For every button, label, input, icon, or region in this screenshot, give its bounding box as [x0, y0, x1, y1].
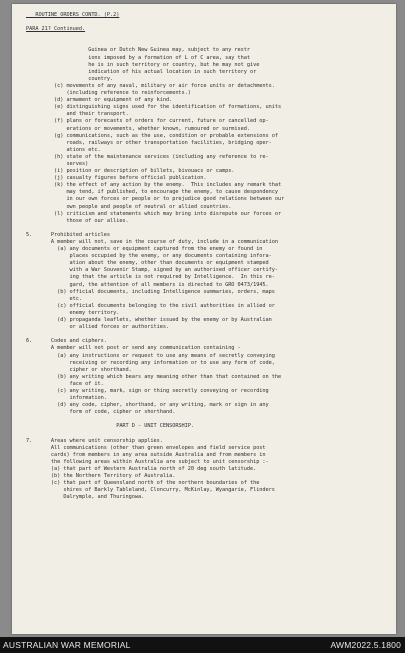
text-line: (c) any writing, mark, sign or thing secretly conveying or recording: [26, 387, 269, 394]
text-line: (a) any documents or equipment captured from the enemy or found in: [26, 246, 263, 253]
text-line: gard, the attention of all members is directed to GRO 0473/1945.: [26, 281, 269, 288]
text-line: (including reference to reinforcements.): [26, 90, 191, 97]
text-line: (f) plans or forecasts of orders for current, future or cancelled op-: [26, 118, 269, 125]
text-line: 7. Areas where unit censorship applies.: [26, 437, 163, 444]
text-line: (c) that part of Queensland north of the northern boundaries of the: [26, 480, 260, 487]
text-line: enemy territory.: [26, 309, 120, 316]
text-line: ations etc.: [26, 146, 101, 153]
text-line: information.: [26, 395, 107, 402]
text-line: erations or movements, whether known, rumoured or surmised.: [26, 125, 250, 132]
text-line: (b) official documents, including Intelligence summaries, orders, maps: [26, 288, 275, 295]
document-page: [12, 4, 396, 634]
text-line: cipher or shorthand.: [26, 366, 132, 373]
text-line: (a) any instructions or request to use any means of secretly conveying: [26, 352, 275, 359]
text-line: serves): [26, 160, 89, 167]
text-line: receiving or recording any information or to use any form of code,: [26, 359, 275, 366]
text-line: own people and people of neutral or allied countries.: [26, 203, 232, 210]
text-line: (d) armament or equipment of any kind.: [26, 97, 173, 104]
text-line: (e) distinguishing signs used for the identification of formations, units: [26, 104, 282, 111]
text-line: [26, 331, 388, 338]
caption-accession: AWM2022.5.1800: [330, 640, 401, 650]
caption-source: AUSTRALIAN WAR MEMORIAL: [3, 640, 131, 650]
text-line: (a) that part of Western Australia north of 20 deg south latitude.: [26, 466, 257, 472]
text-line: 5. Prohibited articles: [26, 231, 110, 238]
text-line: (c) movements of any naval, military or air force units or detachments.: [26, 82, 275, 89]
text-line: form of code, cipher or shorthand.: [26, 409, 176, 416]
text-line: etc.: [26, 295, 82, 302]
text-line: Guinea or Dutch New Guinea may, subject to any restr: [26, 47, 250, 54]
text-line: shires of Barkly Tableland, Cloncurry, McKinlay, Wyangarie, Flinders: [26, 487, 275, 494]
text-line: may tend, if published, to encourage the enemy, to cause despondency: [26, 189, 278, 196]
text-line: [26, 19, 388, 26]
text-line: (j) casualty figures before official publication.: [26, 175, 207, 182]
text-line: ROUTINE ORDERS CONTD. (P.2): [26, 12, 120, 18]
text-line: 6. Codes and ciphers.: [26, 338, 107, 345]
text-line: [26, 225, 388, 232]
text-line: those of our allies.: [26, 217, 129, 224]
text-line: [26, 33, 388, 40]
text-line: indication of his actual location in such territory or: [26, 68, 257, 75]
caption-bar: [0, 637, 405, 653]
text-line: [26, 431, 388, 438]
text-line: A member will not post or send any communication containing -: [26, 345, 241, 352]
text-line: (d) any code, cipher, shorthand, or any writing, mark or sign in any: [26, 402, 269, 409]
text-line: (g) communications, such as the use, condition or probable extensions of: [26, 132, 278, 139]
text-line: (i) position or description of billets, bivouacs or camps.: [26, 168, 235, 175]
text-line: PARA 21? Continued.: [26, 26, 86, 33]
text-line: Dalrymple, and Thuringowa.: [26, 494, 145, 501]
text-line: and their transport.: [26, 111, 129, 118]
text-line: roads, railways or other transportation facilities, bridging oper-: [26, 139, 272, 146]
text-line: [26, 40, 388, 47]
text-line: with a War Souvenir Stamp, signed by an authorised officer certify-: [26, 267, 278, 274]
text-line: (d) propaganda leaflets, whether issued by the enemy or by Australian: [26, 317, 272, 324]
text-line: PART D - UNIT CENSORSHIP.: [26, 423, 194, 430]
text-line: (k) the effect of any action by the enemy. This includes any remark that: [26, 182, 282, 189]
text-line: in our own forces or people or to prejudice good relations between our: [26, 196, 285, 203]
text-line: (l) criticism and statements which may bring into disrepute our forces or: [26, 210, 282, 217]
text-line: face of it.: [26, 380, 104, 387]
text-line: cards) from members in any area outside Australia and from members in: [26, 451, 266, 458]
text-line: ions imposed by a formation of L of C area, say that: [26, 54, 250, 61]
text-line: ation about the enemy, other than documents or equipment stamped: [26, 260, 269, 267]
text-line: (b) any writing which bears any meaning other than that contained on the: [26, 373, 282, 380]
text-line: [26, 416, 388, 423]
text-line: All communications (other than green envelopes and field service post: [26, 444, 266, 451]
text-line: (c) official documents belonging to the civil authorities in allied or: [26, 302, 275, 309]
text-line: (h) state of the maintenance services (including any reference to re-: [26, 153, 269, 160]
text-line: country.: [26, 75, 114, 82]
text-line: he is in such territory or country, but he may not give: [26, 61, 260, 68]
text-line: the following areas within Australia are subject to unit censorship :-: [26, 458, 269, 465]
text-line: (b) the Northern Territory of Australia.: [26, 473, 176, 480]
text-line: places occupied by the enemy, or any documents containing infora-: [26, 253, 272, 260]
text-line: A member will not, save in the course of duty, include in a communication: [26, 239, 278, 245]
text-line: or allied forces or authorities.: [26, 324, 170, 331]
document-text: [26, 12, 388, 501]
text-line: ing that the article is not required by Intelligence. In this re-: [26, 274, 275, 281]
